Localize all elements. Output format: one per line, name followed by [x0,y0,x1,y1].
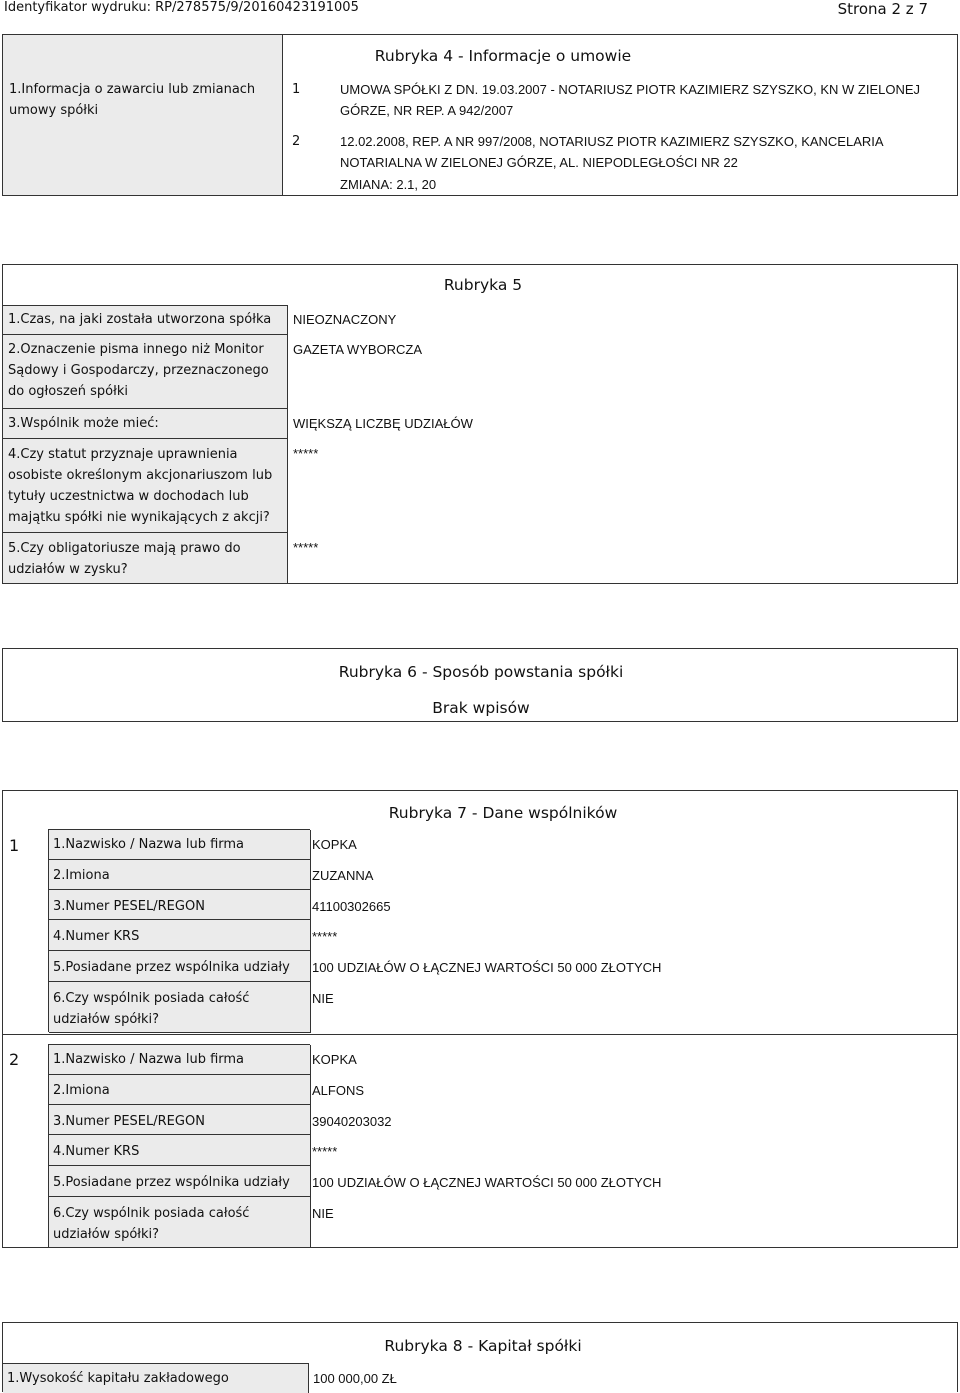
rubryka5-label-4: 4.Czy statut przyznaje uprawnienia osobiste określonym akcjonariuszom lub tytuły uczestnictwa w dochodach lub majątku spółki nie wynikających z akcji? [8,447,273,525]
p2-label-6: 6.Czy wspólnik posiada całość udziałów spółki? [53,1206,250,1242]
rubryka5-label-1: 1.Czas, na jaki została utworzona spółka [8,312,272,327]
rubryka4-row2-line1: 12.02.2008, REP. A NR 997/2008, NOTARIUSZ PIOTR KAZIMIERZ SZYSZKO, KANCELARIA [340,134,884,149]
rubryka7-title: Rubryka 7 - Dane wspólników [388,804,618,822]
partner-2-number: 2 [9,1050,20,1069]
rubryka5-label-2: 2.Oznaczenie pisma innego niż Monitor Sądowy i Gospodarczy, przeznaczonego do ogłoszeń spółki [8,342,269,399]
rubryka6-empty: Brak wpisów [432,699,530,717]
rubryka8-value: 100 000,00 ZŁ [313,1371,397,1386]
p1-label-1: 1.Nazwisko / Nazwa lub firma [53,837,245,852]
rubryka5-value-1: NIEOZNACZONY [293,312,397,327]
rubryka4-label: 1.Informacja o zawarciu lub zmianach umowy spółki [9,82,256,118]
partner-divider [3,1034,957,1035]
print-identifier: Identyfikator wydruku: RP/278575/9/20160423191005 [4,0,359,15]
p2-label-3: 3.Numer PESEL/REGON [53,1114,205,1129]
p1-value-6: NIE [312,991,334,1006]
p2-value-4: ***** [312,1144,338,1159]
p2-value-2: ALFONS [312,1083,365,1098]
rubryka8-title: Rubryka 8 - Kapitał spółki [384,1337,582,1355]
rubryka5-title: Rubryka 5 [443,276,523,294]
p1-value-4: ***** [312,929,338,944]
p1-value-3: 41100302665 [312,899,391,914]
rubryka4-row1-line1: UMOWA SPÓŁKI Z DN. 19.03.2007 - NOTARIUSZ PIOTR KAZIMIERZ SZYSZKO, KN W ZIELONEJ [340,82,921,97]
rubryka4-row1-line2: GÓRZE, NR REP. A 942/2007 [340,103,514,118]
section-rubryka-8 [2,1322,958,1392]
p2-value-6: NIE [312,1206,334,1221]
page-number: Strona 2 z 7 [837,0,928,18]
p2-value-3: 39040203032 [312,1114,392,1129]
rubryka4-row2-line3: ZMIANA: 2.1, 20 [340,177,437,192]
rubryka5-label-3: 3.Wspólnik może mieć: [8,416,159,431]
rubryka5-value-5: ***** [293,540,319,555]
p2-value-5: 100 UDZIAŁÓW O ŁĄCZNEJ WARTOŚCI 50 000 ZŁOTYCH [312,1175,662,1190]
rubryka4-row2-line2: NOTARIALNA W ZIELONEJ GÓRZE, AL. NIEPODLEGŁOŚCI NR 22 [340,155,738,170]
rubryka4-row1-num: 1 [292,82,301,97]
section-rubryka-6 [2,648,958,722]
p2-label-1: 1.Nazwisko / Nazwa lub firma [53,1052,245,1067]
section-rubryka-7 [2,790,958,1248]
p2-label-2: 2.Imiona [53,1083,110,1098]
p1-label-3: 3.Numer PESEL/REGON [53,899,205,914]
rubryka6-title: Rubryka 6 - Sposób powstania spółki [338,663,624,681]
rubryka4-row2-num: 2 [292,134,301,149]
p1-value-1: KOPKA [312,837,357,852]
rubryka5-label-5: 5.Czy obligatoriusze mają prawo do udziałów w zysku? [8,541,241,577]
p1-label-6: 6.Czy wspólnik posiada całość udziałów spółki? [53,991,250,1027]
section-rubryka-4 [2,34,958,196]
p1-label-2: 2.Imiona [53,868,110,883]
rubryka4-title: Rubryka 4 - Informacje o umowie [374,47,632,65]
partner-1-number: 1 [9,836,20,855]
p1-label-5: 5.Posiadane przez wspólnika udziały [53,960,290,975]
rubryka8-label: 1.Wysokość kapitału zakładowego [7,1371,229,1386]
p1-label-4: 4.Numer KRS [53,929,140,944]
p2-value-1: KOPKA [312,1052,357,1067]
rubryka5-value-2: GAZETA WYBORCZA [293,342,423,357]
p1-value-2: ZUZANNA [312,868,374,883]
rubryka5-value-4: ***** [293,446,319,461]
p2-label-4: 4.Numer KRS [53,1144,140,1159]
p1-value-5: 100 UDZIAŁÓW O ŁĄCZNEJ WARTOŚCI 50 000 ZŁOTYCH [312,960,662,975]
section-rubryka-5 [2,264,958,584]
rubryka4-label-cell [3,35,283,195]
rubryka5-value-3: WIĘKSZĄ LICZBĘ UDZIAŁÓW [293,416,473,431]
p2-label-5: 5.Posiadane przez wspólnika udziały [53,1175,290,1190]
